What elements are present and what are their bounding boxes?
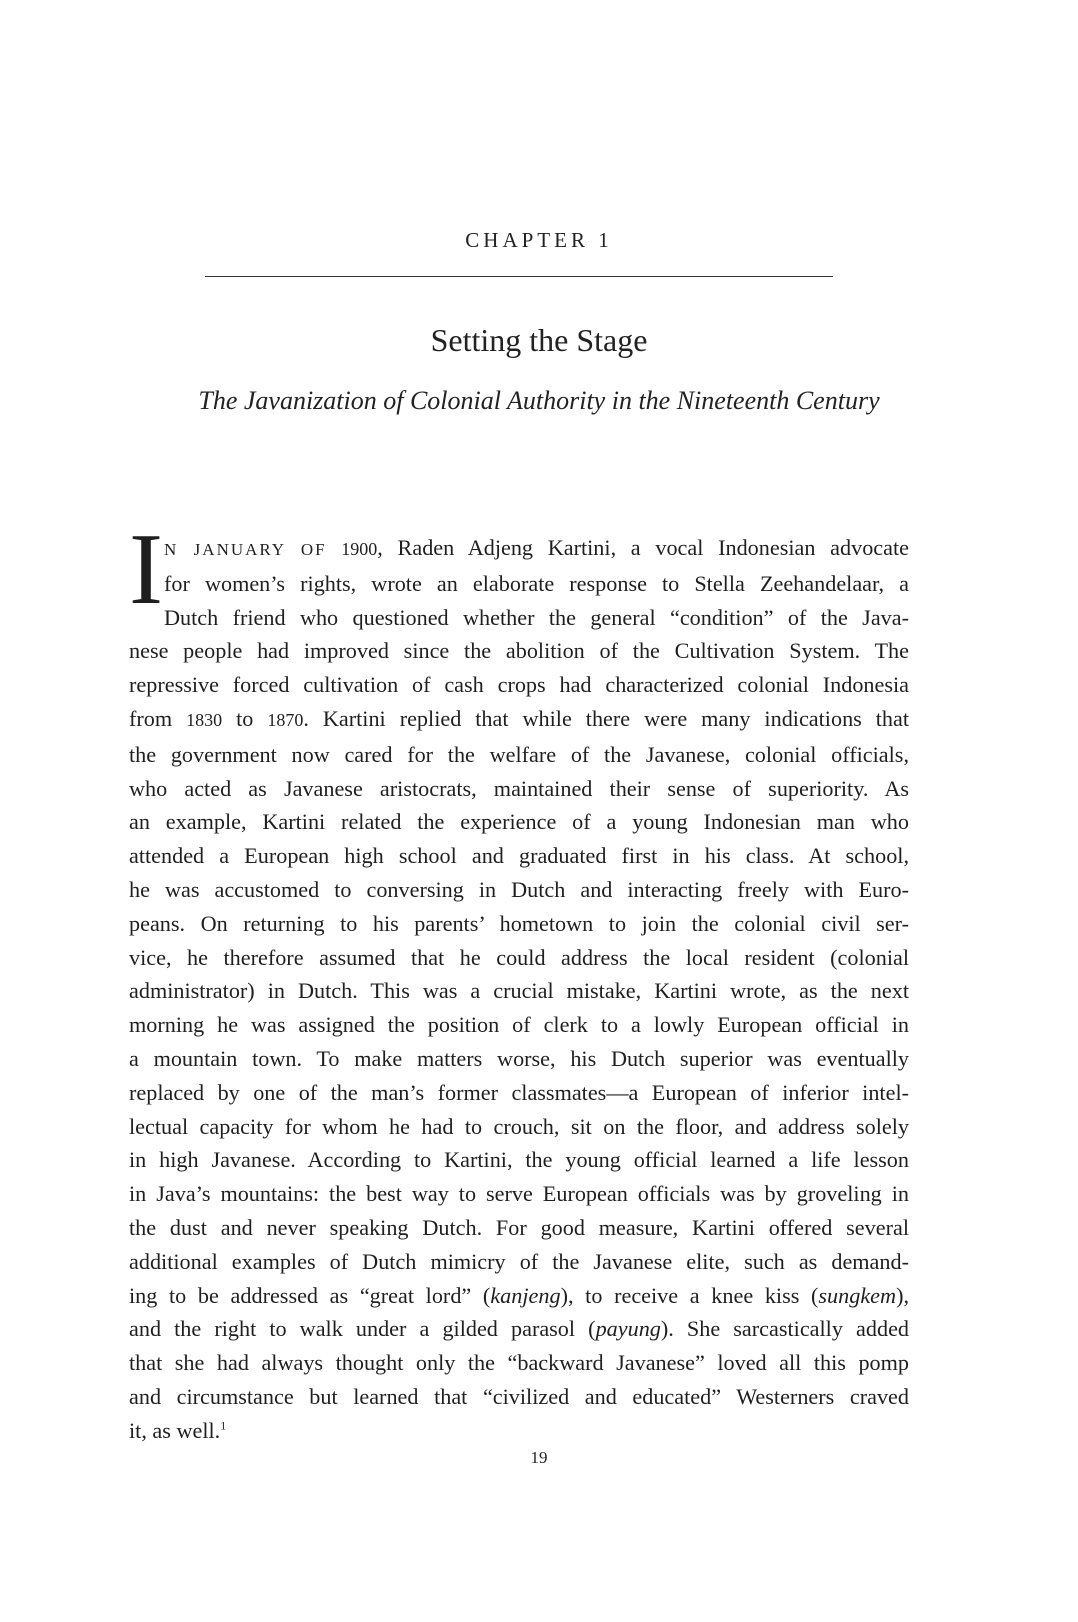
italic-term: sungkem [818, 1282, 897, 1308]
italic-term: kanjeng [490, 1282, 561, 1308]
year: 1900 [341, 539, 378, 559]
footnote-reference[interactable]: 1 [220, 1418, 227, 1433]
body-paragraph [129, 531, 909, 1448]
year: 1830 [186, 709, 223, 730]
chapter-subtitle: The Javanization of Colonial Authority in the Nineteenth Century [198, 386, 880, 415]
text-line: additional examples of Dutch mimicry of the Javanese elite, such as demand- [129, 1248, 909, 1274]
text-line: that she had always thought only the “backward Javanese” loved all this pomp [129, 1350, 909, 1376]
text-line: repressive forced cultivation of cash crops had characterized colonial Indonesia [129, 672, 909, 698]
text-line: in high Javanese. According to Kartini, the young official learned a life lesson [129, 1147, 909, 1173]
text-run: ), to receive a knee kiss ( [560, 1282, 819, 1308]
text-line: replaced by one of the man’s former classmates—a European of inferior intel- [129, 1079, 909, 1105]
text-run: ). She sarcastically added [660, 1316, 910, 1342]
text-run: it, as well. [129, 1417, 221, 1443]
text-line [129, 531, 909, 567]
text-line: morning he was assigned the position of clerk to a lowly European official in [129, 1012, 909, 1038]
text-line: and circumstance but learned that “civilized and educated” Westerners craved [129, 1383, 909, 1409]
text-line: the government now cared for the welfare of the Javanese, colonial officials, [129, 741, 909, 767]
chapter-label: CHAPTER 1 [465, 228, 613, 252]
text-line: an example, Kartini related the experience of a young Indonesian man who [129, 809, 909, 835]
text-line: vice, he therefore assumed that he could address the local resident (colonial [129, 944, 909, 970]
chapter-rule [205, 276, 833, 277]
text-line: nese people had improved since the abolition of the Cultivation System. The [129, 638, 909, 664]
text-line: a mountain town. To make matters worse, his Dutch superior was eventually [129, 1045, 909, 1071]
text-run: . Kartini replied that while there were many indications that [303, 705, 910, 731]
text-run: from [129, 705, 173, 731]
text-line [129, 1414, 909, 1448]
text-line [129, 1279, 909, 1313]
text-line: lectual capacity for whom he had to crouch, sit on the floor, and address solely [129, 1113, 909, 1139]
text-run: to [236, 705, 254, 731]
text-run: ing to be addressed as “great lord” ( [129, 1282, 491, 1308]
text-line: administrator) in Dutch. This was a crucial mistake, Kartini wrote, as the next [129, 978, 909, 1004]
text-line: the dust and never speaking Dutch. For good measure, Kartini offered several [129, 1214, 909, 1240]
text-line: attended a European high school and graduated first in his class. At school, [129, 843, 909, 869]
text-line [129, 1312, 909, 1346]
text-line: in Java’s mountains: the best way to serve European officials was by groveling in [129, 1181, 909, 1207]
italic-term: payung [595, 1316, 661, 1342]
drop-cap: I [129, 513, 163, 626]
small-caps-opening: N JANUARY OF [164, 540, 327, 559]
text-line: for women’s rights, wrote an elaborate response to Stella Zeehandelaar, a [164, 570, 909, 596]
text-line: he was accustomed to conversing in Dutch and interacting freely with Euro- [129, 876, 909, 902]
text-line: who acted as Javanese aristocrats, maintained their sense of superiority. As [129, 775, 909, 801]
text-line: peans. On returning to his parents’ hometown to join the colonial civil ser- [129, 910, 909, 936]
text-line [129, 702, 909, 738]
text-run: , Raden Adjeng Kartini, a vocal Indonesian advocate [377, 535, 909, 560]
page-number: 19 [530, 1448, 548, 1467]
text-run: and the right to walk under a gilded parasol ( [129, 1316, 596, 1342]
text-run: ), [896, 1282, 909, 1308]
text-line: Dutch friend who questioned whether the general “condition” of the Java- [164, 604, 909, 630]
chapter-title: Setting the Stage [430, 322, 648, 358]
year: 1870 [267, 709, 304, 730]
